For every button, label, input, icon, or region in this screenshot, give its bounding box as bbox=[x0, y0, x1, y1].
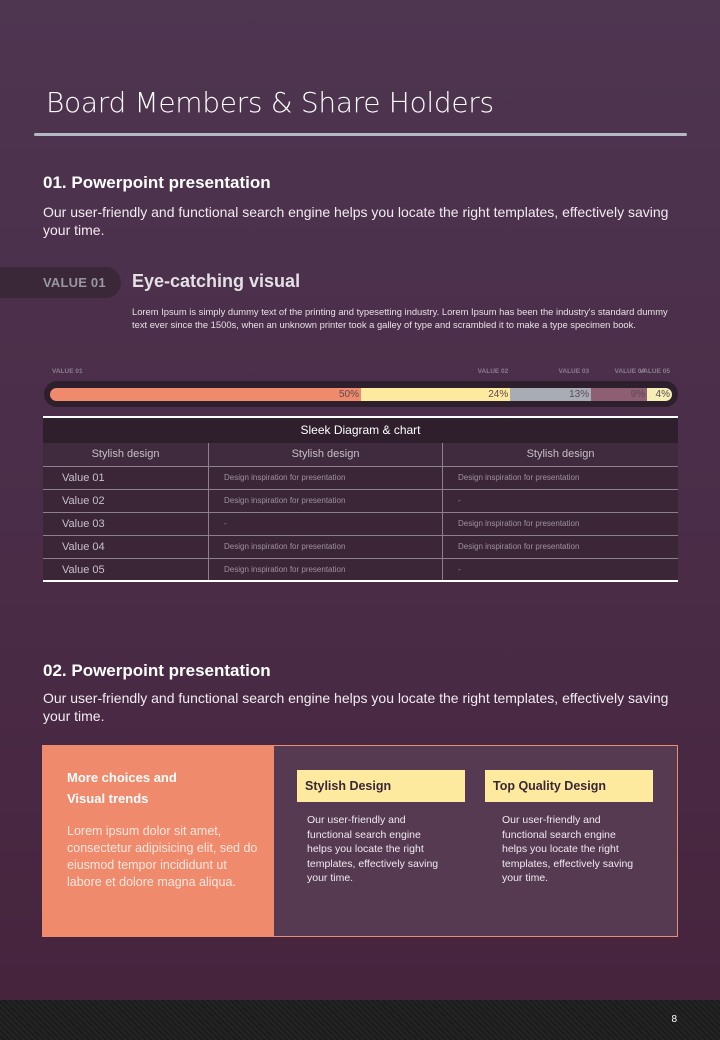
feature-title-line: Visual trends bbox=[67, 791, 149, 806]
bar-category-label: VALUE 05 bbox=[639, 368, 670, 375]
table-header-row bbox=[43, 443, 678, 467]
value-description: Lorem Ipsum is simply dummy text of the printing and typesetting industry. Lorem Ipsum has been the industry's standard dummy text ever since the 1500s, when an unknown printer took a galley of type and scrambled it to make a type specimen book. bbox=[132, 306, 668, 330]
card-title-stylish-design: Stylish Design bbox=[297, 770, 465, 802]
table-cell: Value 02 bbox=[43, 490, 209, 512]
bar-category-label: VALUE 02 bbox=[477, 368, 509, 375]
section-1-body: Our user-friendly and functional search engine helps you locate the right templates, effectively saving your time. bbox=[43, 204, 669, 238]
data-table bbox=[43, 416, 678, 582]
title-divider bbox=[34, 133, 687, 136]
table-row bbox=[43, 513, 678, 536]
value-heading: Eye-catching visual bbox=[132, 271, 301, 291]
table-cell: Design inspiration for presentation bbox=[458, 542, 580, 551]
table-header-cell: Stylish design bbox=[43, 443, 209, 466]
bar-segment: 9% bbox=[591, 388, 647, 401]
card-body: Our user-friendly and functional search engine helps you locate the right templates, effectively saving your time. bbox=[502, 814, 634, 884]
page-title: Board Members & Share Holders bbox=[46, 86, 494, 119]
bar-category-label: VALUE 03 bbox=[558, 368, 590, 375]
feature-title bbox=[67, 767, 257, 809]
bar-segment: 50% bbox=[50, 388, 361, 401]
table-caption: Sleek Diagram & chart bbox=[43, 418, 678, 443]
table-row bbox=[43, 467, 678, 490]
table-cell: Design inspiration for presentation bbox=[209, 536, 443, 558]
section-2-body: Our user-friendly and functional search engine helps you locate the right templates, effectively saving your time. bbox=[43, 690, 669, 724]
table-row bbox=[43, 559, 678, 582]
table-row bbox=[43, 536, 678, 559]
table-cell: Value 04 bbox=[43, 536, 209, 558]
table-cell: Value 03 bbox=[43, 513, 209, 535]
table-cell: - bbox=[209, 513, 443, 535]
table-cell: - bbox=[458, 565, 461, 574]
section-1-heading: 01. Powerpoint presentation bbox=[43, 173, 271, 192]
card-title-top-quality-design: Top Quality Design bbox=[485, 770, 653, 802]
table-row bbox=[43, 490, 678, 513]
feature-body: Lorem ipsum dolor sit amet, consectetur adipisicing elit, sed do eiusmod tempor incididunt ut labore et dolore magna aliqua. bbox=[67, 824, 258, 889]
footer-bar bbox=[0, 1000, 720, 1040]
feature-title-line: More choices and bbox=[67, 770, 177, 785]
table-cell: Design inspiration for presentation bbox=[209, 467, 443, 489]
table-cell: Design inspiration for presentation bbox=[209, 559, 443, 580]
table-cell: Design inspiration for presentation bbox=[458, 473, 580, 482]
page-number: 8 bbox=[671, 1014, 677, 1025]
value-tab: VALUE 01 bbox=[0, 267, 121, 298]
bar-category-label: VALUE 01 bbox=[52, 368, 83, 375]
section-2-heading: 02. Powerpoint presentation bbox=[43, 661, 271, 680]
table-cell: - bbox=[458, 496, 461, 505]
table-header-cell: Stylish design bbox=[526, 448, 595, 460]
bar-segment: 4% bbox=[647, 388, 672, 401]
card-body: Our user-friendly and functional search engine helps you locate the right templates, effectively saving your time. bbox=[307, 814, 439, 884]
table-cell: Design inspiration for presentation bbox=[458, 519, 580, 528]
table-cell: Design inspiration for presentation bbox=[209, 490, 443, 512]
table-header-cell: Stylish design bbox=[209, 443, 443, 466]
bar-segment: 13% bbox=[510, 388, 591, 401]
bar-segment: 24% bbox=[361, 388, 510, 401]
table-cell: Value 01 bbox=[43, 467, 209, 489]
bar-category-label: VALUE 04 bbox=[614, 368, 646, 375]
table-cell: Value 05 bbox=[43, 559, 209, 580]
